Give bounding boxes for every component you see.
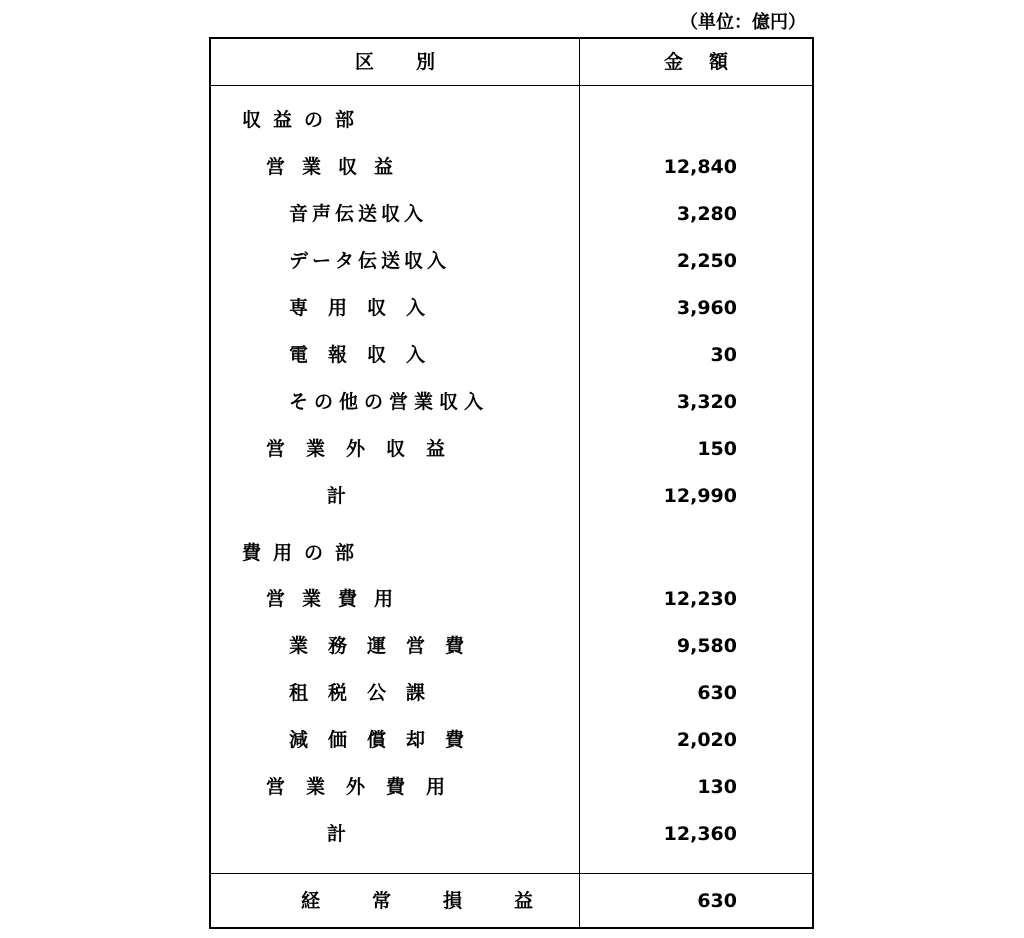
header-divider: [211, 85, 812, 86]
expense-total-amount: 12,360: [663, 823, 737, 845]
revenue-total-label: 計: [327, 485, 347, 507]
ordinary-profit-amount: 630: [697, 890, 737, 912]
other-revenue-amount: 3,320: [676, 391, 737, 413]
income-statement-table: [209, 37, 814, 929]
operating-expense-label: 営業費用: [266, 588, 411, 610]
non-operating-expense-amount: 130: [697, 776, 737, 798]
revenue-section-title: 収益の部: [242, 109, 367, 131]
operating-revenue-label: 営業収益: [266, 156, 411, 178]
operating-revenue-amount: 12,840: [663, 156, 737, 178]
total-divider: [211, 873, 812, 874]
other-revenue-label: その他の営業収入: [289, 391, 490, 413]
depreciation-expense-label: 減価償却費: [289, 729, 485, 751]
business-expense-amount: 9,580: [676, 635, 737, 657]
non-operating-revenue-label: 営業外収益: [266, 438, 467, 460]
header-label: 区別: [354, 51, 477, 73]
taxes-expense-amount: 630: [697, 682, 737, 704]
voice-revenue-amount: 3,280: [676, 203, 737, 225]
leased-revenue-label: 専用収入: [289, 297, 446, 319]
non-operating-revenue-amount: 150: [697, 438, 737, 460]
expense-total-label: 計: [327, 823, 347, 845]
revenue-total-amount: 12,990: [663, 485, 737, 507]
header-amount: 金額: [663, 51, 754, 73]
depreciation-expense-amount: 2,020: [676, 729, 737, 751]
taxes-expense-label: 租税公課: [289, 682, 446, 704]
leased-revenue-amount: 3,960: [676, 297, 737, 319]
business-expense-label: 業務運営費: [289, 635, 485, 657]
unit-note: （単位：億円）: [680, 12, 806, 33]
operating-expense-amount: 12,230: [663, 588, 737, 610]
data-revenue-label: データ伝送収入: [289, 250, 451, 272]
expense-section-title: 費用の部: [242, 542, 367, 564]
telegram-revenue-label: 電報収入: [289, 344, 446, 366]
non-operating-expense-label: 営業外費用: [266, 776, 467, 798]
ordinary-profit-label: 経常損益: [301, 890, 586, 912]
data-revenue-amount: 2,250: [676, 250, 737, 272]
telegram-revenue-amount: 30: [710, 344, 737, 366]
voice-revenue-label: 音声伝送収入: [289, 203, 428, 225]
